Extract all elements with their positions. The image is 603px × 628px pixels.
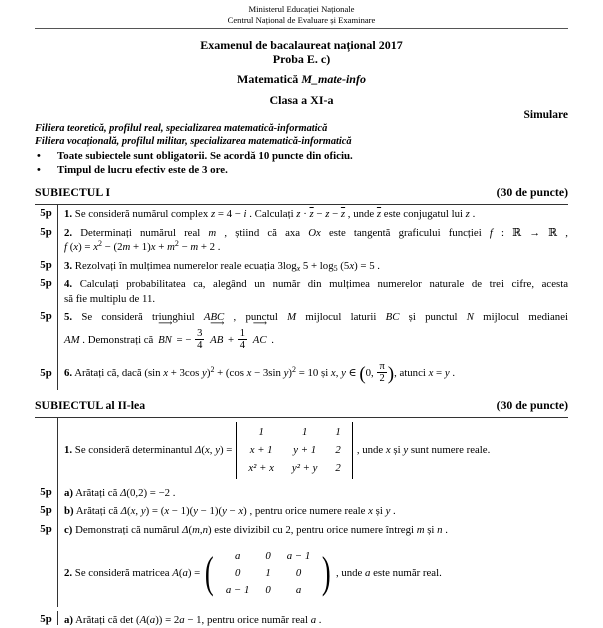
math-seg: a) [64,614,73,626]
math-seg: ( [178,566,183,579]
math-seg: m [167,241,175,253]
math-seg: z [325,208,330,220]
instruction-text: Timpul de lucru efectiv este de 3 ore. [57,163,228,176]
math-seg: 2. [64,226,73,239]
math-seg: ( [127,505,131,517]
math-seg [205,334,208,346]
exam-title: Examenul de bacalaureat național 2017 [200,38,403,52]
math-seg: $\overline{z}$ [376,208,382,220]
math-seg: mijlocul medianei [473,311,568,323]
math-seg: 5. [64,311,73,323]
problem-formula [64,325,568,354]
math-seg: , [135,505,141,517]
points-badge: 5p [40,310,52,322]
math-seg: BC [385,311,400,323]
math-seg: )) = 2 [155,614,180,626]
math-seg: x [368,505,373,517]
math-seg: x [296,263,301,273]
math-seg: 5 [333,263,338,273]
math-seg: ) = [220,444,233,457]
points-badge: 5p [40,277,52,289]
math-seg: $\overline{z}$ [340,208,346,220]
math-seg: 0, [365,366,377,379]
problem-row-II-1b [35,502,568,521]
problem-row-1 [35,205,568,224]
math-seg: a [149,614,156,626]
math-seg: Δ [195,444,202,457]
math-seg: ) , pentru orice numere reale [243,505,369,517]
math-seg: x [163,366,169,379]
math-seg: . [449,366,456,379]
math-seg: este tangentă graficului funcției [320,226,490,239]
math-seg: x [246,366,252,379]
points-badge-empty [35,539,57,607]
math-seg: ) = [187,566,201,579]
math-seg: Ox [308,226,321,239]
matrix-cell: 0 [234,566,241,579]
math-seg: 6. [64,366,73,379]
math-seg: ) = ( [145,505,165,517]
math-seg: + (cos [214,366,247,379]
math-seg: Determinați numărul real [72,226,209,239]
math-seg: 1. [64,444,73,457]
math-seg: . [268,333,274,346]
problem-row-II-1c [35,521,568,540]
math-seg: a [310,614,317,626]
math-seg: ) [288,366,293,379]
math-seg: = 4 − [215,208,244,220]
math-seg: − [313,208,326,220]
math-seg: z [296,208,301,220]
math-seg: ( [188,523,193,536]
matrix-cell: 1 [301,426,308,438]
math-seg: ⟶ AC [253,325,267,354]
math-seg: ( [146,614,150,626]
math-seg: și [424,523,438,536]
problem-text [64,226,568,241]
math-seg: ) = 5 . [354,259,380,272]
math-seg: . Calculați [246,208,297,220]
math-seg: 5 + log [300,259,334,272]
matrix-A [202,549,334,598]
math-seg: ⟶ AB [210,325,223,354]
math-seg: x [238,505,244,517]
math-seg: Δ [182,523,189,536]
math-seg: (0,2) = −2 . [126,486,176,499]
math-seg: − 1)( [169,505,194,517]
math-seg: y [222,505,227,517]
math-seg: ⟶ BN [158,325,172,354]
math-seg: 2 [292,364,297,374]
problem-text [64,486,568,501]
math-seg: AM [64,333,80,346]
problem-row-4 [35,275,568,308]
math-seg: . [469,208,476,220]
math-seg: + 3cos [168,366,203,379]
math-seg: , unde [356,444,386,457]
partial-problem-row [35,611,568,625]
problem-row-6 [35,356,568,390]
math-seg: n [437,523,443,536]
math-seg: z [210,208,216,220]
instruction-item [35,164,568,178]
problem-row-II-1 [35,418,568,484]
math-seg: ∈ [345,366,360,379]
math-seg: , atunci [394,366,429,379]
math-seg: Se consideră numărul complex [72,208,211,220]
matrix-cell: x² + x [248,462,274,474]
matrix-cell: a [295,583,302,596]
math-seg: − [226,505,239,517]
problem-text [64,504,568,519]
exam-subject [35,72,568,86]
matrix-cell: 0 [265,583,271,596]
math-seg: m [208,226,217,239]
math-seg: m [192,523,200,536]
math-seg: m [122,241,131,253]
math-seg: m [416,523,425,536]
problem-text [64,358,568,388]
math-seg: y [385,505,391,517]
math-seg: sunt numere reale. [408,444,491,457]
points-badge: 5p [40,207,52,219]
problem-text [64,277,568,292]
math-seg: este număr real. [370,566,442,579]
matrix-cells [217,549,319,598]
math-seg: , [335,366,342,379]
math-seg: + 2 . [198,241,221,253]
math-seg: . [390,505,396,517]
math-seg: x [150,241,156,253]
math-seg: ( [201,444,205,457]
math-seg: Arătați că det ( [73,614,140,626]
matrix-cell: 2 [335,462,341,474]
math-seg: = [433,366,445,379]
math-seg: − 1, pentru orice număr real [184,614,311,626]
matrix-cell: a − 1 [286,549,311,562]
problem-row-II-2 [35,539,568,607]
matrix-cell: 1 [258,426,264,438]
math-seg: mijlocul laturii [296,311,386,323]
math-seg: și [372,505,386,517]
math-seg: și punctul [399,311,467,323]
math-seg: x [428,366,434,379]
math-seg: y [283,366,289,379]
matrix-cell: 0 [295,566,302,579]
math-seg: − (2 [101,241,123,253]
math-seg: , unde [335,566,366,579]
problem-text [64,310,568,325]
math-seg: y [341,366,346,379]
points-badge: 5p [40,613,52,625]
math-seg: Se consideră determinantul [72,444,196,457]
math-seg: 2 [210,364,215,374]
section-2-heading [35,398,568,412]
math-seg: x [130,505,136,517]
math-seg: − [178,241,191,253]
matrix-cell: 2 [335,444,341,456]
math-seg: x [349,259,355,272]
math-seg: x [164,505,170,517]
math-seg: să fie multiplu de 11. [64,292,156,305]
subject-variant: M_mate-info [301,72,366,86]
math-seg: c) [64,523,73,536]
math-seg: + 1) [130,241,151,253]
math-seg: x [93,241,98,253]
math-seg: b) [64,505,74,517]
math-seg: ) este divizibil cu 2, pentru orice numere întregi [208,523,417,536]
math-seg: ) [206,366,211,379]
matrix-cell: 1 [335,426,341,438]
math-seg: y [140,505,146,517]
math-seg: N [466,311,474,323]
points-badge-empty [35,418,57,484]
section-2-title: SUBIECTUL al II-lea [35,397,146,412]
math-seg: A [139,614,147,626]
matrix-cell: a [234,549,241,562]
math-seg: ( [67,241,74,253]
math-seg: ABC [203,311,225,323]
math-seg: 2 [97,239,102,248]
problem-formula [64,240,568,255]
math-seg: Se consideră triunghiul [72,311,204,323]
matrix-cell: x + 1 [249,444,273,456]
simulare-label: Simulare [523,109,568,121]
left-paren: ( [205,548,214,597]
math-seg: a [182,566,188,579]
math-seg: . [316,614,322,626]
determinant-matrix [236,422,352,479]
math-seg: = − [173,333,195,346]
math-seg: Calculați probabilitatea ca, alegând un număr din mulțimea numerelor naturale de trei cifre, acesta [72,278,568,290]
math-seg: , punctul [224,311,288,323]
points-badge: 5p [40,258,52,271]
section-1-title: SUBIECTUL I [35,185,111,199]
math-seg: $\frac{\pi}{2}$ [379,360,385,384]
math-seg: n [202,523,209,536]
problem-text [64,259,568,274]
filiera-line-2: Filiera vocațională, profilul militar, specializarea matematică-informatică [35,135,352,147]
math-seg: . [442,523,448,536]
problem-row-3 [35,257,568,276]
section-1-heading [35,185,568,199]
problem-text [64,523,568,538]
math-seg: 2 [174,239,179,248]
matrix-cell: 1 [265,566,271,579]
math-seg: 3. [64,259,73,272]
math-seg: Arătați că [73,486,121,499]
math-seg: y [444,366,450,379]
math-seg: − 1)( [197,505,223,517]
header-divider [35,28,568,29]
math-seg: ) [387,362,395,384]
points-badge: 5p [40,366,52,379]
problem-text [64,207,568,222]
math-seg: x [73,241,79,253]
math-seg: și [390,444,404,457]
math-seg: , [209,444,216,457]
math-seg: M [287,311,297,323]
math-seg: Δ [120,486,127,499]
filiera-block [35,123,568,148]
math-seg: este conjugatul lui [381,208,466,220]
math-seg: + [225,333,237,346]
matrix-cell: y² + y [291,462,318,474]
math-seg: a [365,566,371,579]
math-seg: · [300,208,310,220]
problem-text [64,613,568,628]
math-seg: $\frac{1}{4}$ [239,327,246,351]
problem-text [64,566,200,581]
math-seg: , unde [345,208,377,220]
math-seg: x [205,444,210,457]
problem-row-5 [35,308,568,356]
math-seg: 4. [64,278,73,290]
problem-row-2 [35,224,568,257]
math-seg: − [329,208,341,220]
math-seg: m [190,241,199,253]
math-seg: A [172,566,179,579]
math-seg: Rezolvați în mulțimea numerelor reale ecuația 3log [72,259,297,272]
math-seg: x [330,366,336,379]
math-seg: $\frac{3}{4}$ [197,327,203,351]
math-seg: y [215,444,220,457]
math-seg: (5 [337,259,350,272]
right-paren: ) [322,548,332,597]
problem-text [357,443,568,458]
matrix-cell: y + 1 [293,444,317,456]
math-seg: Arătați că, dacă (sin [72,366,164,379]
math-seg: Demonstrați că numărul [72,523,183,536]
math-seg: a [179,614,185,626]
math-seg: + [155,241,168,253]
math-seg: , [199,523,203,536]
matrix-cell: a − 1 [225,583,250,596]
instruction-text: Toate subiectele sunt obligatorii. Se acordă 10 puncte din oficiu. [57,150,353,162]
math-seg: y [193,505,198,517]
points-badge: 5p [40,485,52,498]
matrix-cell: 0 [265,549,271,562]
math-seg: Δ [120,505,128,517]
math-seg: f [489,226,493,239]
instructions [35,150,568,177]
ministry-line-2: Centrul Național de Evaluare și Examinare [227,15,376,25]
ministry-line-1: Ministerul Educației Naționale [248,4,355,14]
problem-text [64,443,232,458]
section-1-table [35,204,568,390]
exam-proba: Proba E. c) [272,52,331,66]
math-seg: i [243,208,247,220]
math-seg: ) = [78,241,94,253]
math-seg: Arătați că [73,505,121,517]
math-seg: = 10 și [296,366,331,379]
bullet-icon: • [37,163,41,176]
math-seg: $\overline{z}$ [309,208,314,220]
subject-label: Matematică [237,72,302,86]
instruction-item [35,150,568,164]
section-1-points: (30 de puncte) [496,185,568,199]
problem-row-II-1a [35,484,568,503]
section-2-points: (30 de puncte) [496,397,568,412]
math-seg: x [385,444,391,457]
math-seg: y [403,444,409,457]
section-2-table [35,417,568,626]
problem-text [336,566,568,581]
filiera-line-1: Filiera teoretică, profilul real, specializarea matematică-informatică [35,123,328,134]
math-seg: ( [359,362,366,384]
math-seg: : ℝ → ℝ , [492,226,569,239]
math-seg: Se consideră matricea [72,566,173,579]
bullet-icon: • [37,150,41,162]
math-seg: 1. [64,208,73,220]
points-badge: 5p [40,522,52,535]
problem-text [64,292,568,307]
math-seg: , știind că axa [216,226,309,239]
exam-grade: Clasa a XI-a [269,93,334,107]
math-seg: f [64,241,67,253]
math-seg: y [202,366,207,379]
math-seg: − 3sin [251,366,284,379]
math-seg [248,334,251,346]
points-badge: 5p [40,225,52,238]
math-seg: 2. [64,566,73,579]
math-seg: a) [64,486,73,499]
points-badge: 5p [40,504,52,516]
math-seg: z [465,208,470,220]
math-seg: . Demonstrați că [79,333,157,346]
